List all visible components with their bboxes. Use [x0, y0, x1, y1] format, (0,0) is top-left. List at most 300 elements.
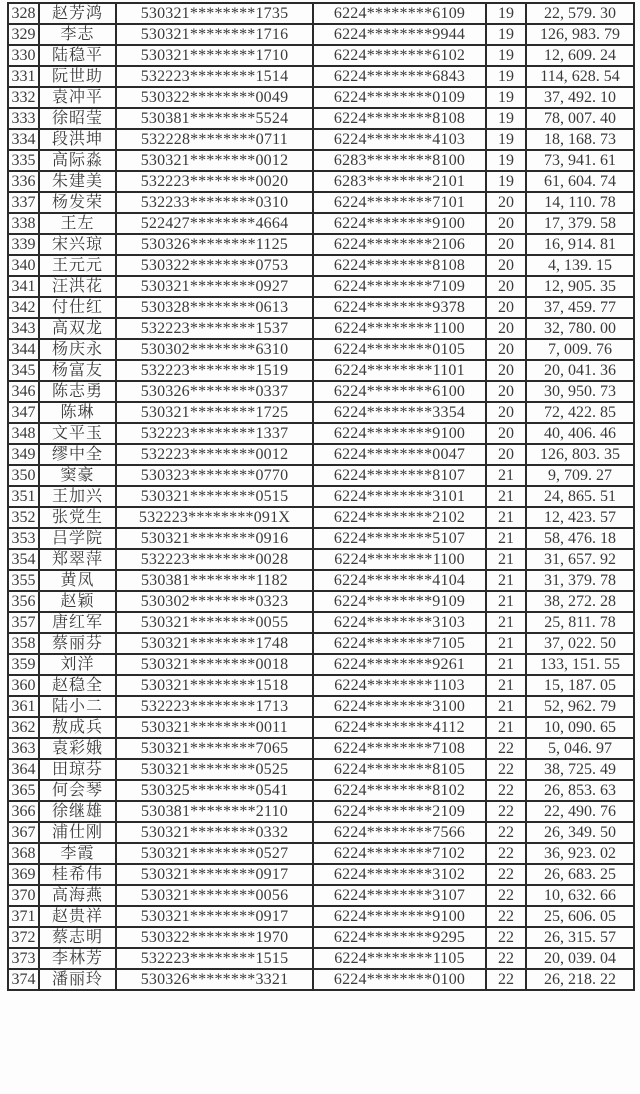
amount-cell: 40, 406. 46: [526, 423, 634, 444]
masked-id-number-cell: 532223********1713: [116, 696, 313, 717]
person-name-cell: 高海燕: [39, 885, 116, 906]
person-name-cell: 吕学院: [39, 528, 116, 549]
count-cell: 22: [486, 822, 526, 843]
masked-id-number-cell: 532223********0028: [116, 549, 313, 570]
count-cell: 19: [486, 66, 526, 87]
count-cell: 20: [486, 360, 526, 381]
masked-bank-card-cell: 6224********1105: [313, 948, 486, 969]
amount-cell: 73, 941. 61: [526, 150, 634, 171]
amount-cell: 5, 046. 97: [526, 738, 634, 759]
masked-id-number-cell: 530321********1725: [116, 402, 313, 423]
count-cell: 21: [486, 549, 526, 570]
person-name-cell: 杨富友: [39, 360, 116, 381]
masked-bank-card-cell: 6224********9100: [313, 906, 486, 927]
person-name-cell: 宋兴琼: [39, 234, 116, 255]
amount-cell: 26, 218. 22: [526, 969, 634, 990]
row-index-cell: 361: [8, 696, 39, 717]
count-cell: 21: [486, 465, 526, 486]
amount-cell: 26, 315. 57: [526, 927, 634, 948]
table-row: [8, 339, 634, 360]
count-cell: 20: [486, 297, 526, 318]
count-cell: 19: [486, 108, 526, 129]
table-row: [8, 24, 634, 45]
table-row: [8, 108, 634, 129]
count-cell: 20: [486, 234, 526, 255]
masked-id-number-cell: 532223********1515: [116, 948, 313, 969]
row-index-cell: 363: [8, 738, 39, 759]
count-cell: 21: [486, 675, 526, 696]
person-name-cell: 李林芳: [39, 948, 116, 969]
count-cell: 21: [486, 486, 526, 507]
masked-id-number-cell: 530321********0018: [116, 654, 313, 675]
masked-bank-card-cell: 6224********8108: [313, 255, 486, 276]
amount-cell: 52, 962. 79: [526, 696, 634, 717]
masked-id-number-cell: 530321********0525: [116, 759, 313, 780]
row-index-cell: 337: [8, 192, 39, 213]
person-name-cell: 何会琴: [39, 780, 116, 801]
row-index-cell: 370: [8, 885, 39, 906]
count-cell: 21: [486, 696, 526, 717]
row-index-cell: 335: [8, 150, 39, 171]
row-index-cell: 342: [8, 297, 39, 318]
row-index-cell: 368: [8, 843, 39, 864]
count-cell: 19: [486, 150, 526, 171]
masked-id-number-cell: 530326********3321: [116, 969, 313, 990]
masked-id-number-cell: 530321********1748: [116, 633, 313, 654]
count-cell: 22: [486, 780, 526, 801]
masked-bank-card-cell: 6283********2101: [313, 171, 486, 192]
masked-bank-card-cell: 6224********7101: [313, 192, 486, 213]
count-cell: 22: [486, 759, 526, 780]
count-cell: 20: [486, 213, 526, 234]
masked-bank-card-cell: 6224********0047: [313, 444, 486, 465]
amount-cell: 38, 725. 49: [526, 759, 634, 780]
amount-cell: 37, 022. 50: [526, 633, 634, 654]
person-name-cell: 汪洪花: [39, 276, 116, 297]
masked-id-number-cell: 530302********6310: [116, 339, 313, 360]
amount-cell: 20, 039. 04: [526, 948, 634, 969]
masked-bank-card-cell: 6224********7102: [313, 843, 486, 864]
count-cell: 21: [486, 507, 526, 528]
masked-bank-card-cell: 6224********4104: [313, 570, 486, 591]
row-index-cell: 333: [8, 108, 39, 129]
masked-id-number-cell: 530326********1125: [116, 234, 313, 255]
amount-cell: 126, 803. 35: [526, 444, 634, 465]
table-row: [8, 486, 634, 507]
count-cell: 20: [486, 444, 526, 465]
person-name-cell: 付仕红: [39, 297, 116, 318]
masked-id-number-cell: 530321********0527: [116, 843, 313, 864]
masked-id-number-cell: 530321********0056: [116, 885, 313, 906]
row-index-cell: 348: [8, 423, 39, 444]
count-cell: 21: [486, 570, 526, 591]
person-name-cell: 唐红军: [39, 612, 116, 633]
masked-bank-card-cell: 6224********7566: [313, 822, 486, 843]
amount-cell: 20, 041. 36: [526, 360, 634, 381]
masked-bank-card-cell: 6224********7109: [313, 276, 486, 297]
count-cell: 19: [486, 24, 526, 45]
table-row: [8, 843, 634, 864]
table-row: [8, 402, 634, 423]
person-name-cell: 李霞: [39, 843, 116, 864]
table-row: [8, 864, 634, 885]
table-row: [8, 822, 634, 843]
masked-bank-card-cell: 6224********8102: [313, 780, 486, 801]
payment-roster-table: [7, 2, 635, 991]
table-row: [8, 633, 634, 654]
masked-id-number-cell: 530321********0332: [116, 822, 313, 843]
row-index-cell: 334: [8, 129, 39, 150]
person-name-cell: 赵芳鸿: [39, 3, 116, 24]
row-index-cell: 354: [8, 549, 39, 570]
count-cell: 22: [486, 927, 526, 948]
masked-id-number-cell: 530321********7065: [116, 738, 313, 759]
table-row: [8, 423, 634, 444]
count-cell: 22: [486, 948, 526, 969]
row-index-cell: 331: [8, 66, 39, 87]
amount-cell: 18, 168. 73: [526, 129, 634, 150]
masked-id-number-cell: 530321********0012: [116, 150, 313, 171]
masked-id-number-cell: 532228********0711: [116, 129, 313, 150]
amount-cell: 58, 476. 18: [526, 528, 634, 549]
count-cell: 22: [486, 801, 526, 822]
table-row: [8, 507, 634, 528]
amount-cell: 12, 905. 35: [526, 276, 634, 297]
masked-bank-card-cell: 6224********3107: [313, 885, 486, 906]
masked-bank-card-cell: 6224********2102: [313, 507, 486, 528]
masked-id-number-cell: 530323********0770: [116, 465, 313, 486]
masked-bank-card-cell: 6224********1103: [313, 675, 486, 696]
amount-cell: 26, 349. 50: [526, 822, 634, 843]
table-row: [8, 591, 634, 612]
masked-bank-card-cell: 6224********4112: [313, 717, 486, 738]
person-name-cell: 阮世助: [39, 66, 116, 87]
person-name-cell: 袁冲平: [39, 87, 116, 108]
count-cell: 21: [486, 591, 526, 612]
row-index-cell: 336: [8, 171, 39, 192]
table-row: [8, 192, 634, 213]
table-row: [8, 612, 634, 633]
masked-bank-card-cell: 6224********8108: [313, 108, 486, 129]
row-index-cell: 330: [8, 45, 39, 66]
masked-id-number-cell: 532223********1337: [116, 423, 313, 444]
masked-bank-card-cell: 6224********3100: [313, 696, 486, 717]
count-cell: 21: [486, 717, 526, 738]
amount-cell: 126, 983. 79: [526, 24, 634, 45]
person-name-cell: 袁彩娥: [39, 738, 116, 759]
table-row: [8, 360, 634, 381]
person-name-cell: 杨庆永: [39, 339, 116, 360]
count-cell: 20: [486, 381, 526, 402]
count-cell: 20: [486, 318, 526, 339]
row-index-cell: 369: [8, 864, 39, 885]
count-cell: 21: [486, 633, 526, 654]
table-row: [8, 675, 634, 696]
table-row: [8, 570, 634, 591]
row-index-cell: 356: [8, 591, 39, 612]
row-index-cell: 355: [8, 570, 39, 591]
row-index-cell: 351: [8, 486, 39, 507]
person-name-cell: 高双龙: [39, 318, 116, 339]
row-index-cell: 357: [8, 612, 39, 633]
masked-id-number-cell: 530321********1518: [116, 675, 313, 696]
amount-cell: 32, 780. 00: [526, 318, 634, 339]
amount-cell: 24, 865. 51: [526, 486, 634, 507]
masked-bank-card-cell: 6224********1100: [313, 318, 486, 339]
person-name-cell: 陈志勇: [39, 381, 116, 402]
person-name-cell: 陈琳: [39, 402, 116, 423]
count-cell: 20: [486, 192, 526, 213]
count-cell: 19: [486, 45, 526, 66]
person-name-cell: 杨发荣: [39, 192, 116, 213]
row-index-cell: 341: [8, 276, 39, 297]
person-name-cell: 陆小二: [39, 696, 116, 717]
table-row: [8, 45, 634, 66]
masked-bank-card-cell: 6224********7105: [313, 633, 486, 654]
masked-bank-card-cell: 6224********1100: [313, 549, 486, 570]
person-name-cell: 王左: [39, 213, 116, 234]
person-name-cell: 王加兴: [39, 486, 116, 507]
row-index-cell: 359: [8, 654, 39, 675]
masked-bank-card-cell: 6224********3103: [313, 612, 486, 633]
person-name-cell: 赵颖: [39, 591, 116, 612]
masked-bank-card-cell: 6283********8100: [313, 150, 486, 171]
table-row: [8, 927, 634, 948]
person-name-cell: 桂希伟: [39, 864, 116, 885]
table-row: [8, 738, 634, 759]
amount-cell: 37, 492. 10: [526, 87, 634, 108]
table-row: [8, 696, 634, 717]
row-index-cell: 340: [8, 255, 39, 276]
person-name-cell: 缪中全: [39, 444, 116, 465]
row-index-cell: 372: [8, 927, 39, 948]
table-row: [8, 780, 634, 801]
count-cell: 19: [486, 129, 526, 150]
row-index-cell: 362: [8, 717, 39, 738]
table-row: [8, 87, 634, 108]
masked-bank-card-cell: 6224********9378: [313, 297, 486, 318]
table-row: [8, 549, 634, 570]
person-name-cell: 窦豪: [39, 465, 116, 486]
masked-bank-card-cell: 6224********6109: [313, 3, 486, 24]
masked-id-number-cell: 530381********5524: [116, 108, 313, 129]
masked-id-number-cell: 522427********4664: [116, 213, 313, 234]
person-name-cell: 蔡志明: [39, 927, 116, 948]
person-name-cell: 蔡丽芬: [39, 633, 116, 654]
masked-bank-card-cell: 6224********9100: [313, 213, 486, 234]
amount-cell: 38, 272. 28: [526, 591, 634, 612]
masked-bank-card-cell: 6224********2109: [313, 801, 486, 822]
masked-id-number-cell: 530321********0917: [116, 906, 313, 927]
masked-id-number-cell: 530381********1182: [116, 570, 313, 591]
masked-bank-card-cell: 6224********4103: [313, 129, 486, 150]
count-cell: 22: [486, 864, 526, 885]
masked-id-number-cell: 530322********0753: [116, 255, 313, 276]
masked-id-number-cell: 532223********091X: [116, 507, 313, 528]
amount-cell: 114, 628. 54: [526, 66, 634, 87]
person-name-cell: 朱建美: [39, 171, 116, 192]
count-cell: 20: [486, 276, 526, 297]
count-cell: 22: [486, 843, 526, 864]
masked-id-number-cell: 530322********1970: [116, 927, 313, 948]
masked-bank-card-cell: 6224********3102: [313, 864, 486, 885]
amount-cell: 16, 914. 81: [526, 234, 634, 255]
row-index-cell: 365: [8, 780, 39, 801]
masked-bank-card-cell: 6224********9944: [313, 24, 486, 45]
masked-id-number-cell: 530321********0916: [116, 528, 313, 549]
table-row: [8, 465, 634, 486]
table-row: [8, 129, 634, 150]
table-row: [8, 234, 634, 255]
masked-bank-card-cell: 6224********7108: [313, 738, 486, 759]
table-row: [8, 381, 634, 402]
count-cell: 20: [486, 255, 526, 276]
amount-cell: 78, 007. 40: [526, 108, 634, 129]
row-index-cell: 339: [8, 234, 39, 255]
amount-cell: 26, 683. 25: [526, 864, 634, 885]
person-name-cell: 李志: [39, 24, 116, 45]
row-index-cell: 358: [8, 633, 39, 654]
masked-id-number-cell: 532233********0310: [116, 192, 313, 213]
amount-cell: 14, 110. 78: [526, 192, 634, 213]
count-cell: 19: [486, 3, 526, 24]
person-name-cell: 浦仕刚: [39, 822, 116, 843]
row-index-cell: 352: [8, 507, 39, 528]
amount-cell: 37, 459. 77: [526, 297, 634, 318]
row-index-cell: 349: [8, 444, 39, 465]
amount-cell: 22, 490. 76: [526, 801, 634, 822]
masked-id-number-cell: 530326********0337: [116, 381, 313, 402]
masked-id-number-cell: 530321********0917: [116, 864, 313, 885]
table-row: [8, 969, 634, 990]
row-index-cell: 346: [8, 381, 39, 402]
row-index-cell: 338: [8, 213, 39, 234]
person-name-cell: 陆稳平: [39, 45, 116, 66]
row-index-cell: 364: [8, 759, 39, 780]
amount-cell: 31, 379. 78: [526, 570, 634, 591]
table-row: [8, 318, 634, 339]
row-index-cell: 329: [8, 24, 39, 45]
count-cell: 22: [486, 738, 526, 759]
masked-id-number-cell: 530302********0323: [116, 591, 313, 612]
amount-cell: 25, 606. 05: [526, 906, 634, 927]
table-row: [8, 297, 634, 318]
amount-cell: 30, 950. 73: [526, 381, 634, 402]
masked-bank-card-cell: 6224********3354: [313, 402, 486, 423]
count-cell: 21: [486, 528, 526, 549]
masked-id-number-cell: 530321********0515: [116, 486, 313, 507]
amount-cell: 12, 609. 24: [526, 45, 634, 66]
table-row: [8, 906, 634, 927]
masked-id-number-cell: 530381********2110: [116, 801, 313, 822]
masked-id-number-cell: 530321********1735: [116, 3, 313, 24]
table-row: [8, 66, 634, 87]
amount-cell: 15, 187. 05: [526, 675, 634, 696]
amount-cell: 31, 657. 92: [526, 549, 634, 570]
row-index-cell: 366: [8, 801, 39, 822]
row-index-cell: 343: [8, 318, 39, 339]
masked-id-number-cell: 532223********1514: [116, 66, 313, 87]
row-index-cell: 347: [8, 402, 39, 423]
row-index-cell: 345: [8, 360, 39, 381]
row-index-cell: 360: [8, 675, 39, 696]
row-index-cell: 328: [8, 3, 39, 24]
amount-cell: 12, 423. 57: [526, 507, 634, 528]
table-row: [8, 801, 634, 822]
person-name-cell: 敖成兵: [39, 717, 116, 738]
count-cell: 21: [486, 654, 526, 675]
masked-id-number-cell: 530321********1710: [116, 45, 313, 66]
person-name-cell: 刘洋: [39, 654, 116, 675]
row-index-cell: 344: [8, 339, 39, 360]
row-index-cell: 371: [8, 906, 39, 927]
masked-bank-card-cell: 6224********8107: [313, 465, 486, 486]
table-row: [8, 171, 634, 192]
masked-bank-card-cell: 6224********5107: [313, 528, 486, 549]
amount-cell: 133, 151. 55: [526, 654, 634, 675]
masked-id-number-cell: 530328********0613: [116, 297, 313, 318]
masked-id-number-cell: 530321********1716: [116, 24, 313, 45]
count-cell: 22: [486, 885, 526, 906]
person-name-cell: 黄凤: [39, 570, 116, 591]
row-index-cell: 350: [8, 465, 39, 486]
count-cell: 19: [486, 171, 526, 192]
table-row: [8, 528, 634, 549]
table-row: [8, 150, 634, 171]
amount-cell: 9, 709. 27: [526, 465, 634, 486]
amount-cell: 22, 579. 30: [526, 3, 634, 24]
amount-cell: 10, 090. 65: [526, 717, 634, 738]
person-name-cell: 田琼芬: [39, 759, 116, 780]
table-body: [8, 3, 634, 990]
count-cell: 19: [486, 87, 526, 108]
masked-id-number-cell: 532223********1537: [116, 318, 313, 339]
amount-cell: 10, 632. 66: [526, 885, 634, 906]
masked-bank-card-cell: 6224********6102: [313, 45, 486, 66]
person-name-cell: 赵稳全: [39, 675, 116, 696]
masked-bank-card-cell: 6224********9100: [313, 423, 486, 444]
masked-id-number-cell: 532223********0020: [116, 171, 313, 192]
row-index-cell: 353: [8, 528, 39, 549]
masked-bank-card-cell: 6224********3101: [313, 486, 486, 507]
count-cell: 21: [486, 612, 526, 633]
count-cell: 20: [486, 402, 526, 423]
row-index-cell: 374: [8, 969, 39, 990]
masked-bank-card-cell: 6224********0100: [313, 969, 486, 990]
masked-id-number-cell: 530321********0011: [116, 717, 313, 738]
masked-id-number-cell: 532223********0012: [116, 444, 313, 465]
table-row: [8, 3, 634, 24]
person-name-cell: 王元元: [39, 255, 116, 276]
masked-id-number-cell: 530322********0049: [116, 87, 313, 108]
masked-bank-card-cell: 6224********9295: [313, 927, 486, 948]
masked-id-number-cell: 530325********0541: [116, 780, 313, 801]
masked-id-number-cell: 532223********1519: [116, 360, 313, 381]
amount-cell: 61, 604. 74: [526, 171, 634, 192]
person-name-cell: 赵贵祥: [39, 906, 116, 927]
person-name-cell: 张党生: [39, 507, 116, 528]
amount-cell: 17, 379. 58: [526, 213, 634, 234]
table-row: [8, 213, 634, 234]
table-row: [8, 654, 634, 675]
masked-bank-card-cell: 6224********1101: [313, 360, 486, 381]
count-cell: 22: [486, 906, 526, 927]
table-row: [8, 885, 634, 906]
table-row: [8, 276, 634, 297]
person-name-cell: 潘丽玲: [39, 969, 116, 990]
table-row: [8, 717, 634, 738]
count-cell: 22: [486, 969, 526, 990]
